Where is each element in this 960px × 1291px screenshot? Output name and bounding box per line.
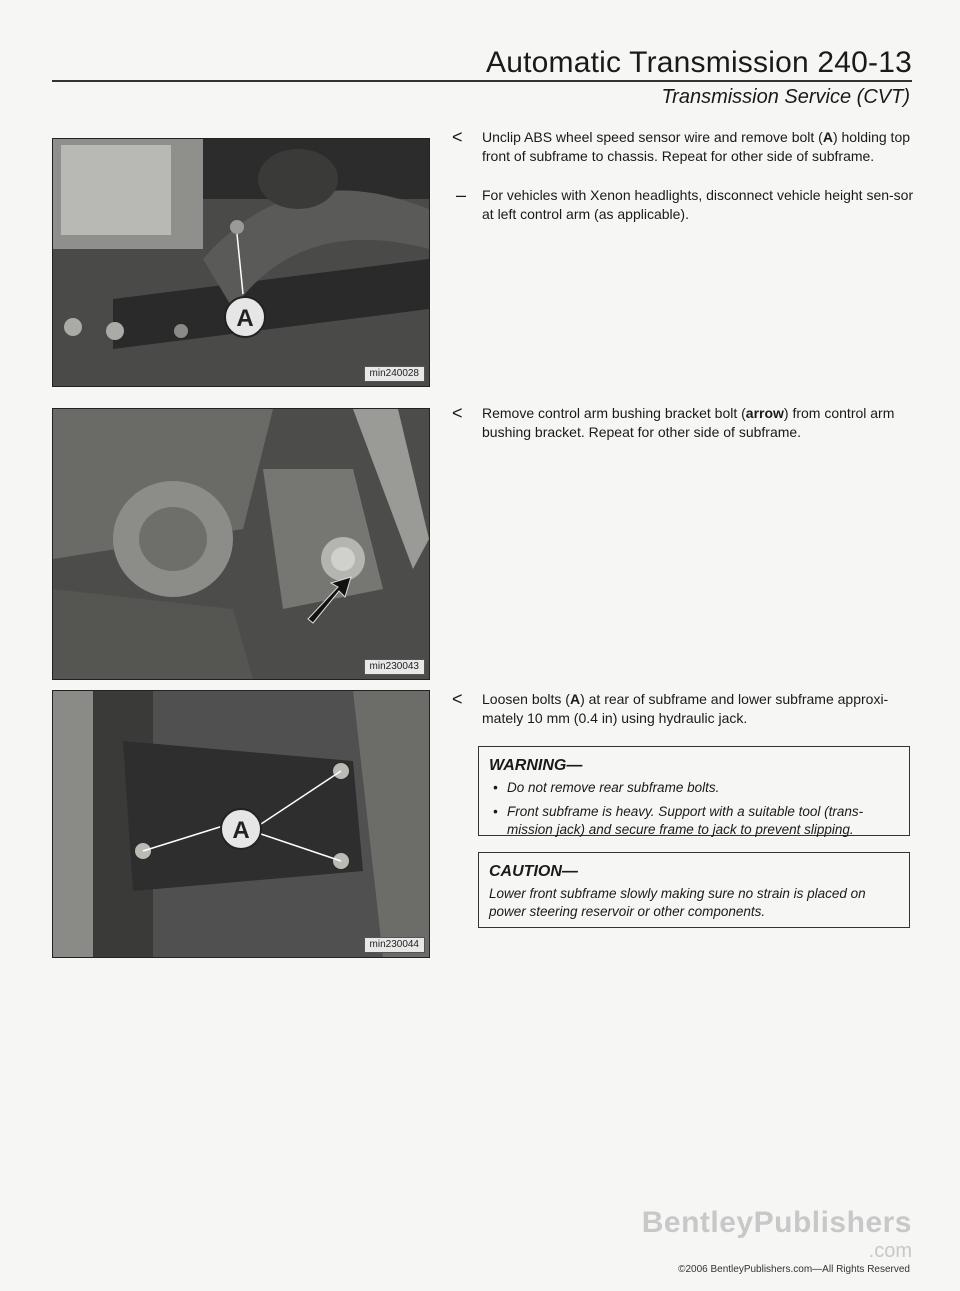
- photo-subframe-front-bolt: [52, 138, 430, 387]
- page-subtitle: Transmission Service (CVT): [661, 86, 910, 108]
- step-3-text: Remove control arm bushing bracket bolt (arrow) from control arm bushing bracket. Repeat for other side of subframe.: [482, 405, 895, 440]
- caution-text: Lower front subframe slowly making sure no strain is placed on power steering reservoir or other components.: [489, 886, 866, 919]
- step-remove-bracket-bolt: [452, 404, 914, 442]
- step-2-bullet: –: [456, 185, 467, 205]
- page-title: Automatic Transmission 240-13: [486, 46, 912, 79]
- warning-heading: WARNING—: [489, 757, 583, 774]
- photo-control-arm-bracket: [52, 408, 430, 680]
- footer-copyright: ©2006 BentleyPublishers.com—All Rights Reserved: [678, 1264, 910, 1275]
- photo-1-callout: A: [236, 305, 254, 332]
- photo-1-illustration: [53, 139, 429, 386]
- footer-brand-logo: BentleyPublishers: [641, 1206, 912, 1239]
- step-unclip-abs-sensor: [452, 128, 914, 166]
- photo-3-callout: A: [232, 817, 250, 844]
- header-rule: [52, 80, 912, 82]
- warning-box: [478, 746, 910, 836]
- caution-box: [478, 852, 910, 928]
- step-1-text: Unclip ABS wheel speed sensor wire and remove bolt (A) holding top front of subframe to chassis. Repeat for other side of subframe.: [482, 129, 911, 164]
- photo-2-illustration: [53, 409, 429, 679]
- step-3-bullet: <: [452, 403, 463, 423]
- photo-2-code: min230043: [364, 659, 425, 675]
- step-1-bullet: <: [452, 127, 463, 147]
- warning-item: • Do not remove rear subframe bolts.: [503, 779, 897, 797]
- step-xenon-height-sensor: [452, 186, 914, 224]
- photo-3-code: min230044: [364, 937, 425, 953]
- step-4-text: Loosen bolts (A) at rear of subframe and lower subframe approxi-mately 10 mm (0.4 in) using hydraulic jack.: [482, 691, 889, 726]
- photo-rear-subframe-bolts: [52, 690, 430, 958]
- photo-1-code: min240028: [364, 366, 425, 382]
- step-4-bullet: <: [452, 689, 463, 709]
- footer-brand-com: .com: [868, 1240, 912, 1262]
- step-2-text: For vehicles with Xenon headlights, disconnect vehicle height sen-sor at left control arm (as applicable).: [482, 187, 914, 222]
- warning-list: [489, 779, 897, 839]
- photo-3-illustration: [53, 691, 429, 957]
- step-loosen-rear-bolts: [452, 690, 914, 728]
- warning-item: • Front subframe is heavy. Support with a suitable tool (trans-mission jack) and secure frame to jack to prevent slipping.: [503, 803, 897, 839]
- caution-heading: CAUTION—: [489, 863, 578, 880]
